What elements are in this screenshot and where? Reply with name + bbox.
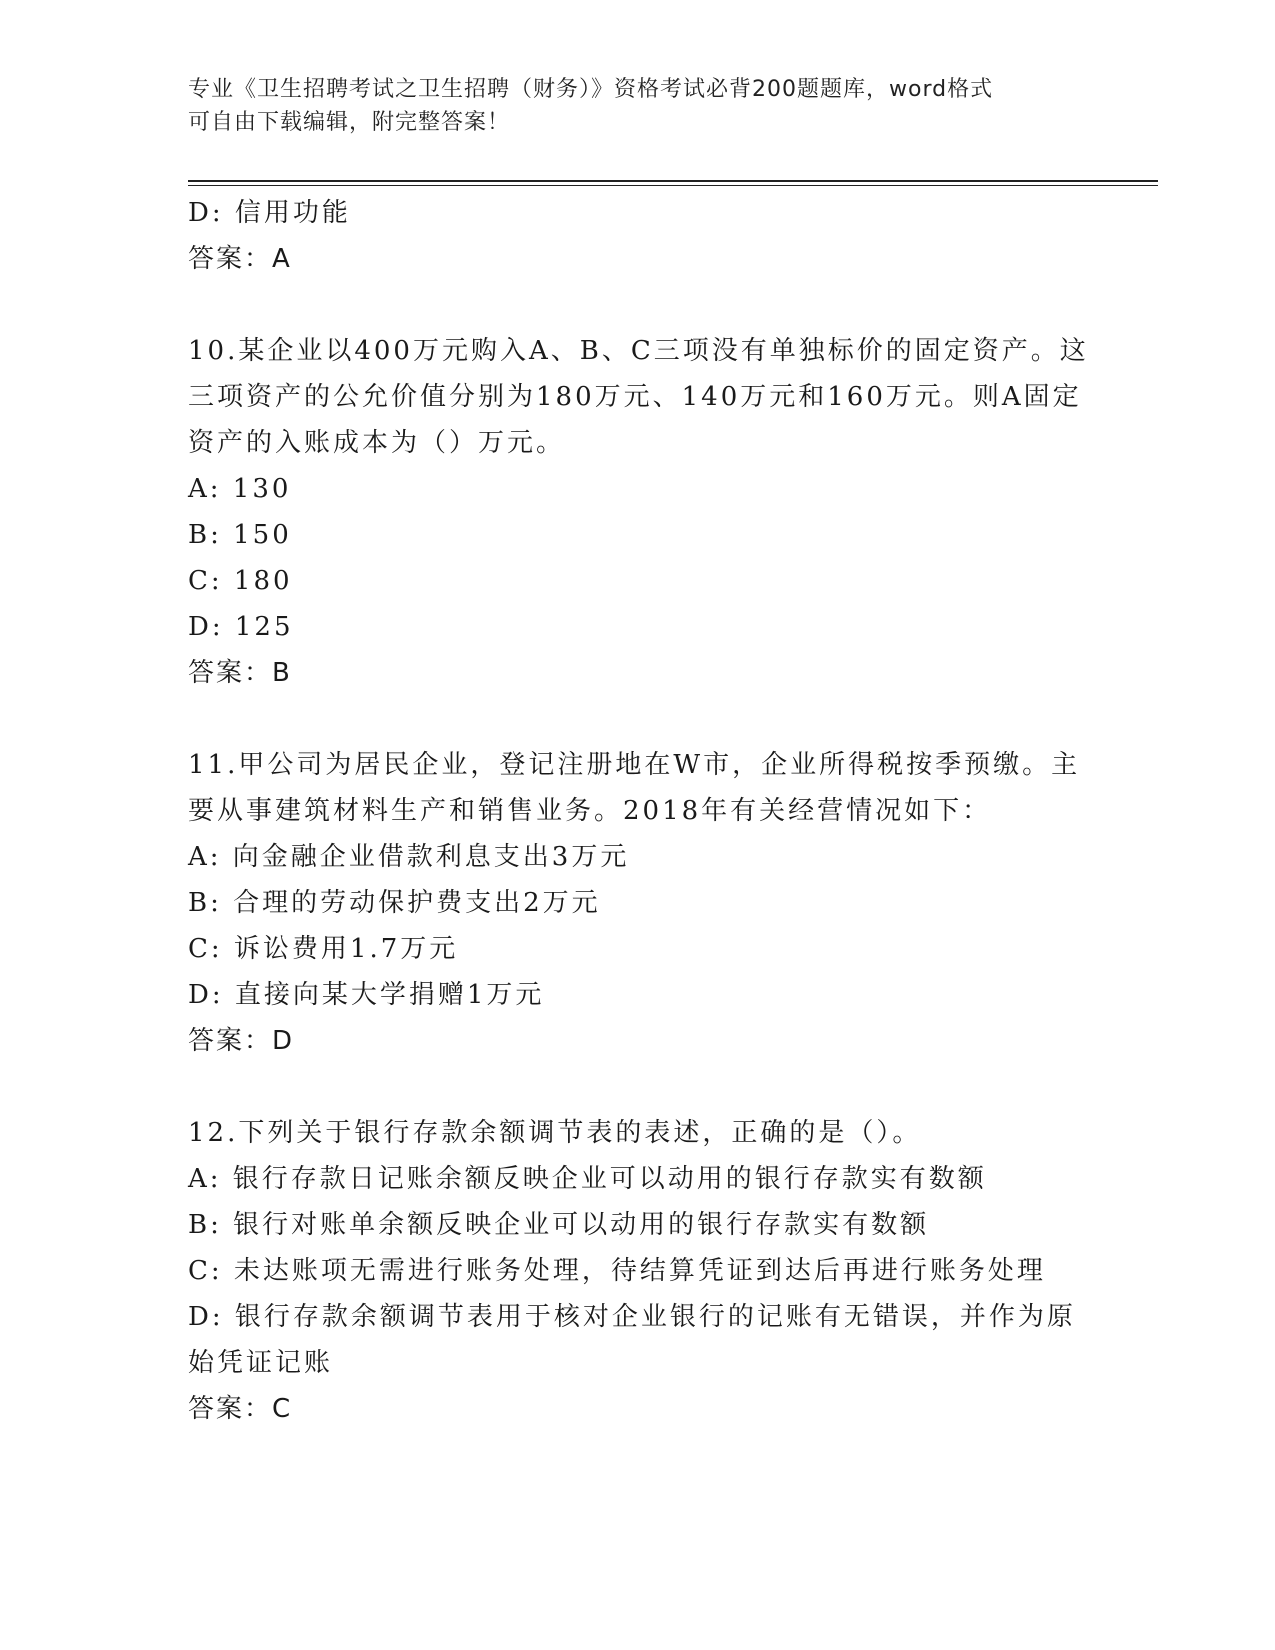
option-b: B: 150 bbox=[188, 520, 292, 550]
question-text-line: 10.某企业以400万元购入A、B、C三项没有单独标价的固定资产。这 bbox=[188, 336, 1089, 366]
option-a: A: 银行存款日记账余额反映企业可以动用的银行存款实有数额 bbox=[188, 1164, 987, 1194]
header-divider-thick bbox=[188, 180, 1158, 182]
document-header bbox=[188, 73, 1088, 139]
question-list bbox=[188, 190, 1088, 1432]
option-c: C: 未达账项无需进行账务处理，待结算凭证到达后再进行账务处理 bbox=[188, 1256, 1046, 1286]
question-11 bbox=[188, 742, 1088, 1064]
question-12 bbox=[188, 1110, 1088, 1432]
option-d: D: 125 bbox=[188, 612, 294, 642]
option-b: B: 银行对账单余额反映企业可以动用的银行存款实有数额 bbox=[188, 1210, 930, 1240]
answer-line: 答案：D bbox=[188, 1026, 295, 1056]
question-text-line: 12.下列关于银行存款余额调节表的表述，正确的是（）。 bbox=[188, 1118, 922, 1148]
option-c: C: 180 bbox=[188, 566, 293, 596]
header-line-2: 可自由下载编辑，附完整答案！ bbox=[188, 110, 511, 135]
option-d: D: 信用功能 bbox=[188, 198, 351, 228]
header-divider-thin bbox=[188, 185, 1158, 186]
option-d: D: 银行存款余额调节表用于核对企业银行的记账有无错误，并作为原 bbox=[188, 1302, 1076, 1332]
answer-line: 答案：B bbox=[188, 658, 292, 688]
question-text-line: 三项资产的公允价值分别为180万元、140万元和160万元。则A固定 bbox=[188, 382, 1082, 412]
spacer bbox=[188, 696, 1088, 742]
question-text-line: 要从事建筑材料生产和销售业务。2018年有关经营情况如下： bbox=[188, 796, 992, 826]
spacer bbox=[188, 282, 1088, 328]
question-text-line: 资产的入账成本为（）万元。 bbox=[188, 428, 566, 458]
question-10 bbox=[188, 328, 1088, 696]
option-c: C: 诉讼费用1.7万元 bbox=[188, 934, 459, 964]
header-line-1: 专业《卫生招聘考试之卫生招聘（财务）》资格考试必背200题题库，word格式 bbox=[188, 77, 994, 102]
spacer bbox=[188, 1064, 1088, 1110]
option-a: A: 130 bbox=[188, 474, 292, 504]
answer-line: 答案：A bbox=[188, 244, 292, 274]
option-d: D: 直接向某大学捐赠1万元 bbox=[188, 980, 545, 1010]
option-continuation: 始凭证记账 bbox=[188, 1348, 334, 1378]
option-b: B: 合理的劳动保护费支出2万元 bbox=[188, 888, 601, 918]
answer-line: 答案：C bbox=[188, 1394, 293, 1424]
option-a: A: 向金融企业借款利息支出3万元 bbox=[188, 842, 630, 872]
question-text-line: 11.甲公司为居民企业，登记注册地在W市，企业所得税按季预缴。主 bbox=[188, 750, 1081, 780]
